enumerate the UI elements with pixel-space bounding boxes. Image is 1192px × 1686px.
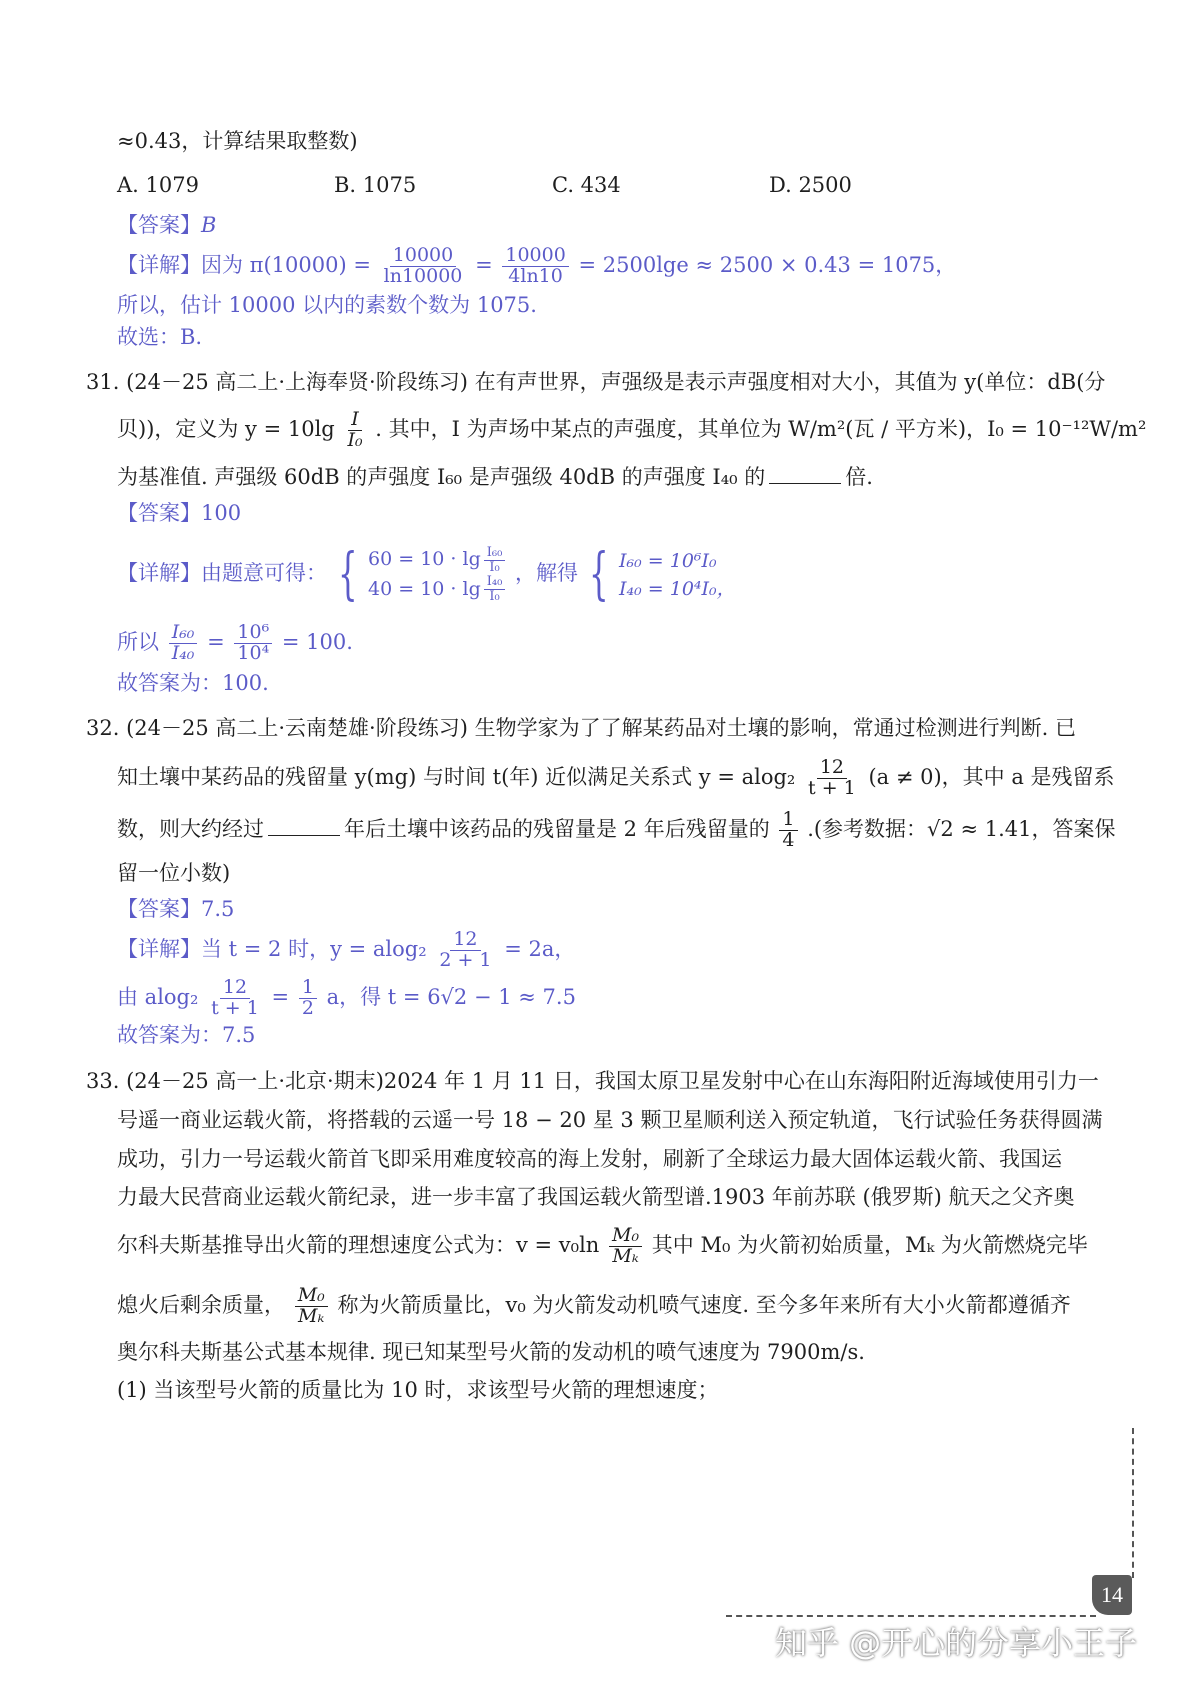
q30-detail: 【详解】因为 π(10000) = $\frac{10000}{\ln 10000}$ = $\frac{10000}{4\ln 10}$ = 2500lge ≈ 2500 × 0.43 = 1075，	[117, 244, 957, 287]
fraction-numerator: 12	[450, 930, 480, 951]
detail-label: 【详解】	[117, 252, 201, 277]
text: 称为火箭质量比，v₀ 为火箭发动机喷气速度. 至今多年来所有大小火箭都遵循齐	[337, 1292, 1071, 1317]
fraction-numerator: M₀	[295, 1286, 328, 1307]
fraction-numerator: 10⁶	[234, 623, 272, 644]
text: = 2a，	[504, 936, 576, 961]
detail-text: = 2500lge ≈ 2500 × 0.43 = 1075，	[578, 252, 957, 277]
page-border-dashed-horizontal	[726, 1615, 1096, 1617]
fraction-denominator: Mₖ	[612, 1244, 639, 1267]
q32-final: 故答案为：7.5	[117, 1023, 256, 1047]
fraction-numerator: 12	[817, 758, 847, 779]
fraction	[484, 575, 506, 603]
choice-a: A. 1079	[117, 173, 199, 197]
fraction-denominator: I₀	[347, 428, 363, 451]
q30-continuation: ≈0.43，计算结果取整数)	[117, 129, 358, 153]
fill-blank	[268, 817, 340, 836]
page-border-dashed-vertical	[1132, 1428, 1134, 1578]
answer-label: 【答案】	[117, 213, 201, 237]
text: a，得 t = 6√2 − 1 ≈ 7.5	[326, 984, 576, 1009]
text: 为基准值. 声强级 60dB 的声强度 I₆₀ 是声强级 40dB 的声强度 I₄₀ 的	[117, 465, 766, 489]
text: 尔科夫斯基推导出火箭的理想速度公式为：v = v₀ln	[117, 1232, 600, 1257]
detail-text: 由题意可得：	[201, 561, 327, 585]
q33-line2: 号遥一商业运载火箭，将搭载的云遥一号 18 − 20 星 3 颗卫星顺利送入预定轨道，飞行试验任务获得圆满	[117, 1108, 1103, 1132]
fraction-numerator: 10000	[502, 246, 568, 267]
page-number: 14	[1092, 1575, 1132, 1615]
fraction-numerator: 10000	[390, 246, 456, 267]
text: 倍.	[845, 465, 873, 489]
fraction-numerator: M₀	[609, 1226, 642, 1247]
fraction	[484, 546, 506, 574]
detail-label: 【详解】	[117, 561, 201, 585]
fraction	[805, 758, 859, 799]
q31-line2	[117, 410, 1146, 451]
text: 数，则大约经过	[117, 816, 264, 841]
fraction-denominator: 4	[782, 828, 795, 851]
text: 年后土壤中该药品的残留量是 2 年后残留量的	[344, 816, 770, 841]
q33-line6	[117, 1286, 1071, 1327]
text: 当 t = 2 时，y = alog₂	[201, 936, 427, 961]
fraction	[436, 930, 494, 971]
q32-line3	[117, 810, 1116, 851]
fraction-denominator: 4ln10	[508, 264, 563, 287]
text: .(参考数据：√2 ≈ 1.41，答案保	[807, 816, 1116, 841]
fraction-denominator: I₀	[489, 589, 500, 604]
fraction-denominator: 2	[301, 996, 314, 1019]
detail-text: 因为 π(10000) =	[201, 252, 371, 277]
left-brace-icon: {	[588, 541, 609, 607]
equation	[368, 545, 508, 574]
detail-label: 【详解】	[117, 936, 201, 961]
fraction-numerator: 1	[299, 978, 317, 999]
text: ，解得	[514, 561, 578, 585]
q33-line4: 力最大民营商业运载火箭纪录，进一步丰富了我国运载火箭型谱.1903 年前苏联 (俄罗斯) 航天之父齐奥	[117, 1185, 1075, 1209]
text: 其中 M₀ 为火箭初始质量，Mₖ 为火箭燃烧完毕	[651, 1232, 1088, 1257]
fraction	[609, 1226, 642, 1267]
equation: I₄₀ = 10⁴I₀，	[619, 577, 736, 600]
q33-line1: 33. (24－25 高一上·北京·期末)2024 年 1 月 11 日，我国太原卫星发射中心在山东海阳附近海域使用引力一	[86, 1069, 1099, 1093]
fraction	[299, 978, 317, 1019]
fraction	[234, 623, 272, 664]
fraction-denominator: ln10000	[383, 264, 463, 287]
q32-line2	[117, 758, 1115, 799]
answer-value: 7.5	[201, 897, 235, 921]
fraction-denominator: 10⁴	[237, 642, 270, 664]
answer-label: 【答案】	[117, 897, 201, 921]
fraction	[295, 1286, 328, 1327]
q32-line1: 32. (24－25 高二上·云南楚雄·阶段练习) 生物学家为了了解某药品对土壤的影响，常通过检测进行判断. 已	[86, 716, 1076, 740]
equation-system	[368, 545, 508, 603]
text: 由 alog₂	[117, 984, 199, 1009]
text: . 其中，I 为声场中某点的声强度，其单位为 W/m²(瓦 / 平方米)，I₀ = 10⁻¹²W/m²	[375, 416, 1147, 441]
q32-detail	[117, 930, 575, 971]
fraction	[208, 978, 262, 1019]
fraction	[344, 410, 365, 451]
fraction	[169, 623, 198, 664]
fraction-denominator: I₀	[489, 559, 500, 575]
text: 60 = 10 · lg	[368, 548, 481, 571]
text: =	[271, 984, 290, 1009]
q31-line3	[117, 462, 873, 492]
q31-so: 所以 $\frac{\text{I₆₀}}{\text{I₄₀}}$ = $\frac{\text{10⁶}}{\text{10⁴}}$ = 100.	[117, 621, 353, 664]
fraction-denominator: 2 + 1	[439, 948, 492, 971]
fraction-numerator: 12	[220, 978, 250, 999]
q30-answer	[117, 210, 216, 240]
text: 知土壤中某药品的残留量 y(mg) 与时间 t(年) 近似满足关系式 y = alog₂	[117, 764, 796, 789]
fraction-numerator: I₆₀	[484, 546, 506, 561]
fraction-denominator: Mₖ	[298, 1304, 325, 1327]
q33-line7: 奥尔科夫斯基公式基本规律. 现已知某型号火箭的发动机的喷气速度为 7900m/s.	[117, 1340, 865, 1364]
q33-line5	[117, 1226, 1088, 1267]
q31-final: 故答案为：100.	[117, 671, 269, 695]
fraction	[779, 810, 797, 851]
q31-detail	[117, 538, 736, 608]
text: = 100.	[281, 630, 353, 654]
fraction-denominator: I₄₀	[171, 642, 195, 664]
equation: I₆₀ = 10⁶I₀	[619, 549, 717, 572]
fraction	[381, 246, 466, 287]
q30-final: 故选：B.	[117, 325, 203, 349]
equation	[368, 575, 508, 604]
text: 所以	[117, 630, 159, 654]
answer-value: 100	[201, 501, 242, 525]
q32-line4: 留一位小数)	[117, 861, 231, 885]
fraction-numerator: I₆₀	[169, 623, 198, 644]
q32-answer	[117, 894, 234, 924]
q30-detail-line2: 所以，估计 10000 以内的素数个数为 1075.	[117, 293, 537, 317]
fraction-numerator: I₄₀	[484, 575, 506, 590]
fraction-denominator: t + 1	[808, 776, 856, 799]
q31-answer	[117, 498, 241, 528]
fraction-denominator: t + 1	[211, 996, 259, 1019]
q32-detail-line2	[117, 978, 576, 1019]
text: (a ≠ 0)，其中 a 是残留系	[868, 764, 1115, 789]
left-brace-icon: {	[337, 541, 358, 607]
q33-line3: 成功，引力一号运载火箭首飞即采用难度较高的海上发射，刷新了全球运力最大固体运载火箭、我国运	[117, 1147, 1062, 1171]
solution-system	[619, 547, 736, 603]
q33-line8: (1) 当该型号火箭的质量比为 10 时，求该型号火箭的理想速度；	[117, 1378, 719, 1402]
choice-b: B. 1075	[334, 173, 417, 197]
choice-d: D. 2500	[769, 173, 852, 197]
answer-label: 【答案】	[117, 501, 201, 525]
text: 熄火后剩余质量，	[117, 1292, 285, 1317]
fill-blank	[769, 465, 841, 484]
text: 40 = 10 · lg	[368, 577, 481, 600]
choice-c: C. 434	[552, 173, 621, 197]
watermark: 知乎 @开心的分享小王子	[775, 1624, 1138, 1662]
fraction	[502, 246, 568, 287]
fraction-numerator: I	[348, 410, 362, 431]
answer-value: B	[201, 213, 217, 237]
fraction-numerator: 1	[779, 810, 797, 831]
text: 贝))，定义为 y = 10lg	[117, 416, 335, 441]
q31-line1: 31. (24－25 高二上·上海奉贤·阶段练习) 在有声世界，声强级是表示声强度相对大小，其值为 y(单位：dB(分	[86, 370, 1106, 394]
